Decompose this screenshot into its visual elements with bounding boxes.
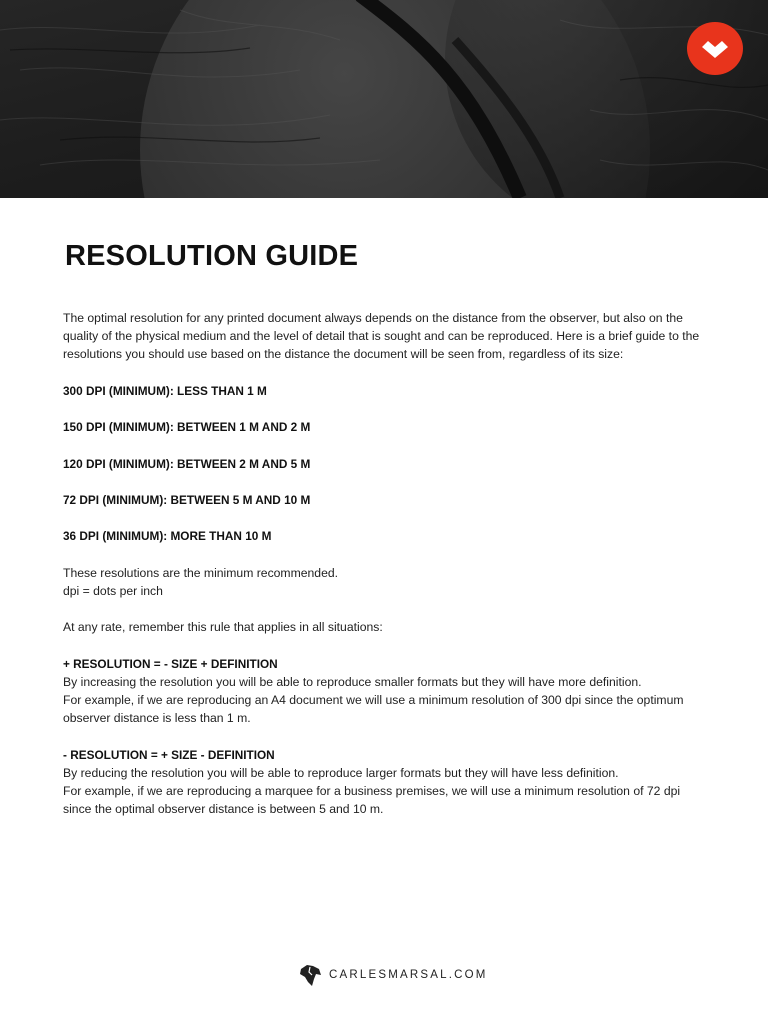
dpi-item-120: 120 DPI (MINIMUM): BETWEEN 2 M AND 5 M — [63, 456, 311, 471]
notes-block — [63, 564, 711, 600]
dpi-guide-list — [63, 382, 711, 546]
crown-mark-icon — [701, 39, 729, 59]
brand-logo-badge[interactable] — [687, 22, 743, 75]
rule-plus-block — [63, 655, 711, 728]
horse-head-icon — [298, 963, 322, 987]
dpi-item-72: 72 DPI (MINIMUM): BETWEEN 5 M AND 10 M — [63, 492, 311, 507]
header-banner — [0, 0, 768, 198]
slate-texture-image — [0, 0, 768, 198]
rule-minus-line1: By reducing the resolution you will be able to reproduce larger formats but they will have less definition. — [63, 765, 619, 780]
intro-paragraph: The optimal resolution for any printed document always depends on the distance from the observer, but also on the quality of the physical medium and the level of detail that is sought and can be reproduced. Here is a brief guide to the resolutions you should use based on the distance the document will be seen from, regardless of its size: — [63, 311, 700, 362]
footer-site-link[interactable]: CARLESMARSAL.COM — [329, 969, 488, 981]
rule-plus-line1: By increasing the resolution you will be able to reproduce smaller formats but they will have more definition. — [63, 674, 642, 689]
rule-plus-line2: For example, if we are reproducing an A4 document we will use a minimum resolution of 300 dpi since the optimum observer distance is less than 1 m. — [63, 693, 684, 726]
rule-intro: At any rate, remember this rule that applies in all situations: — [63, 620, 383, 635]
rule-minus-heading: - RESOLUTION = + SIZE - DEFINITION — [63, 747, 275, 762]
dpi-item-300: 300 DPI (MINIMUM): LESS THAN 1 M — [63, 383, 267, 398]
dpi-item-36: 36 DPI (MINIMUM): MORE THAN 10 M — [63, 529, 272, 544]
page-title: RESOLUTION GUIDE — [65, 240, 359, 272]
rule-minus-block — [63, 746, 711, 819]
rule-plus-heading: + RESOLUTION = - SIZE + DEFINITION — [63, 656, 278, 671]
document-body — [63, 309, 711, 818]
footer — [298, 962, 488, 988]
rule-minus-line2: For example, if we are reproducing a marquee for a business premises, we will use a minimum resolution of 72 dpi since the optimal observer distance is between 5 and 10 m. — [63, 784, 681, 817]
note-minimum: These resolutions are the minimum recommended. — [63, 565, 339, 580]
dpi-item-150: 150 DPI (MINIMUM): BETWEEN 1 M AND 2 M — [63, 420, 311, 435]
note-dpi-definition: dpi = dots per inch — [63, 583, 163, 598]
